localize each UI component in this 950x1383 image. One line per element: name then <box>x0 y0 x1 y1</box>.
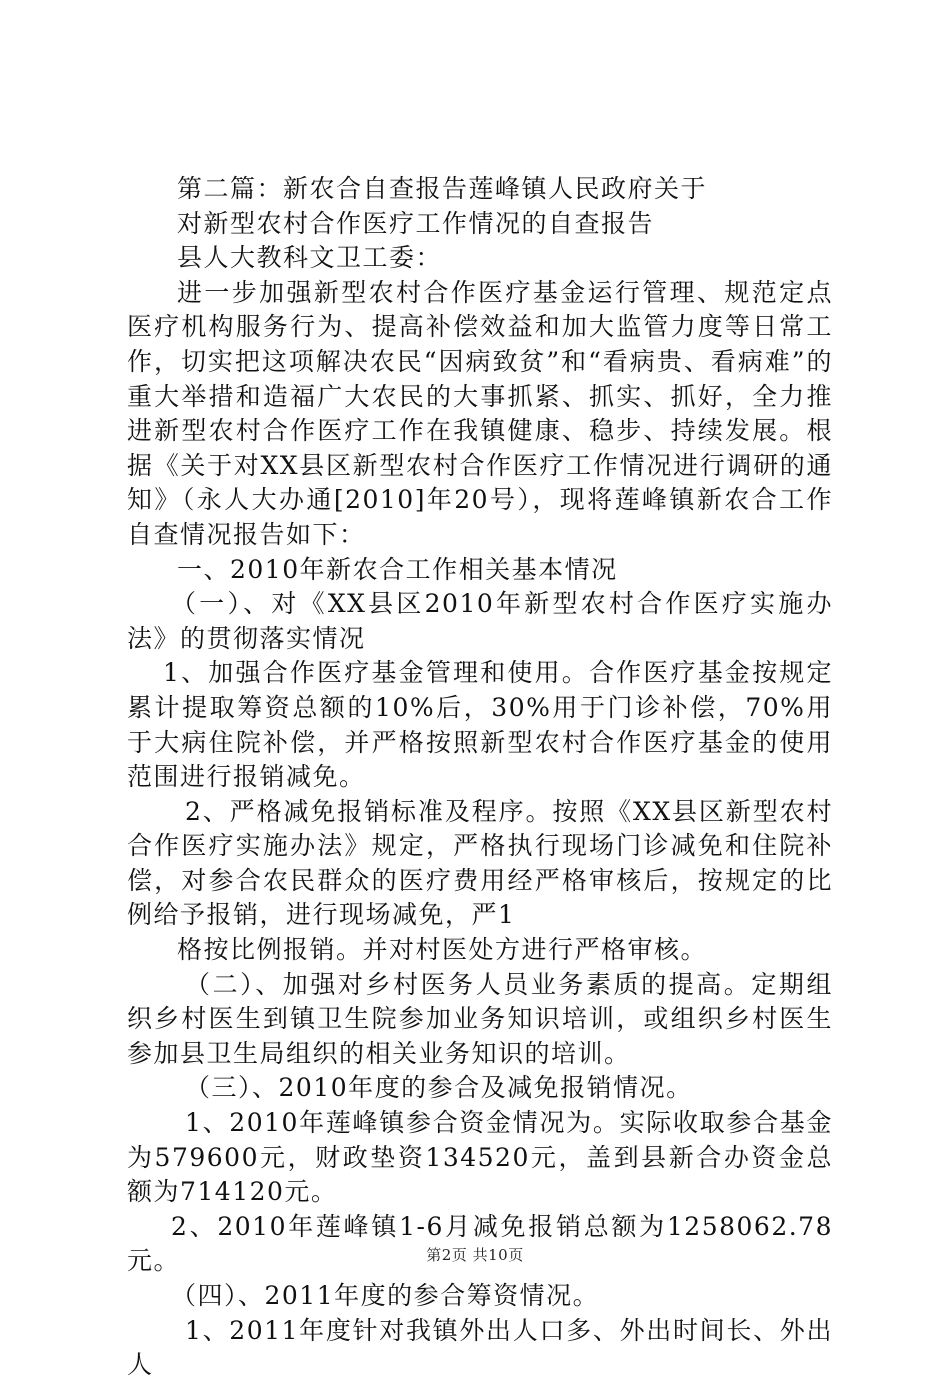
paragraph-2011-funding: 1、2011年度针对我镇外出人口多、外出时间长、外出人 <box>127 1315 833 1380</box>
paragraph-proportion: 格按比例报销。并对村医处方进行严格审核。 <box>177 935 708 965</box>
section-heading-1: 一、2010年新农合工作相关基本情况 <box>177 554 618 584</box>
document-title-line-2: 对新型农村合作医疗工作情况的自查报告 <box>177 208 655 238</box>
subsection-heading-2: （二）、加强对乡村医务人员业务素质的提高。定期组织乡村医生到镇卫生院参加业务知识培训，或组织乡村医生参加县卫生局组织的相关业务知识的培训。 <box>127 969 833 1068</box>
subsection-heading-4: （四）、2011年度的参合筹资情况。 <box>171 1281 600 1310</box>
paragraph-reimbursement-total: 2、2010年莲峰镇1-6月减免报销总额为1258062.78元。 <box>127 1211 833 1276</box>
paragraph-funds-2010: 1、2010年莲峰镇参合资金情况为。实际收取参合基金为579600元，财政垫资134520元，盖到县新合办资金总额为714120元。 <box>127 1108 833 1207</box>
paragraph-intro: 进一步加强新型农村合作医疗基金运行管理、规范定点医疗机构服务行为、提高补偿效益和加大监管力度等日常工作，切实把这项解决农民“因病致贫”和“看病贵、看病难”的重大举措和造福广大农民的大事抓紧、抓实、抓好，全力推进新型农村合作医疗工作在我镇健康、稳步、持续发展。根据《关于对XX县区新型农村合作医疗工作情况进行调研的通知》（永人大办通[2010]年20号），现将莲峰镇新农合工作自查情况报告如下： <box>127 277 833 549</box>
page-number-footer: 第2页 共10页 <box>426 1246 524 1264</box>
document-title-line-1: 第二篇：新农合自查报告莲峰镇人民政府关于 <box>177 174 708 203</box>
document-body <box>127 172 833 1383</box>
subsection-heading-3: （三）、2010年度的参合及减免报销情况。 <box>185 1073 693 1103</box>
paragraph-reimbursement-standard: 2、严格减免报销标准及程序。按照《XX县区新型农村合作医疗实施办法》规定，严格执行现场门诊减免和住院补偿，对参合农民群众的医疗费用经严格审核后，按规定的比例给予报销，进行现场减免，严1 <box>127 796 833 930</box>
subsection-heading-1: （一）、对《XX县区2010年新型农村合作医疗实施办法》的贯彻落实情况 <box>127 589 833 653</box>
addressee: 县人大教科文卫工委： <box>177 243 443 273</box>
paragraph-fund-management: 1、加强合作医疗基金管理和使用。合作医疗基金按规定累计提取筹资总额的10%后，30%用于门诊补偿，70%用于大病住院补偿，并严格按照新型农村合作医疗基金的使用范围进行报销减免。 <box>127 658 833 792</box>
